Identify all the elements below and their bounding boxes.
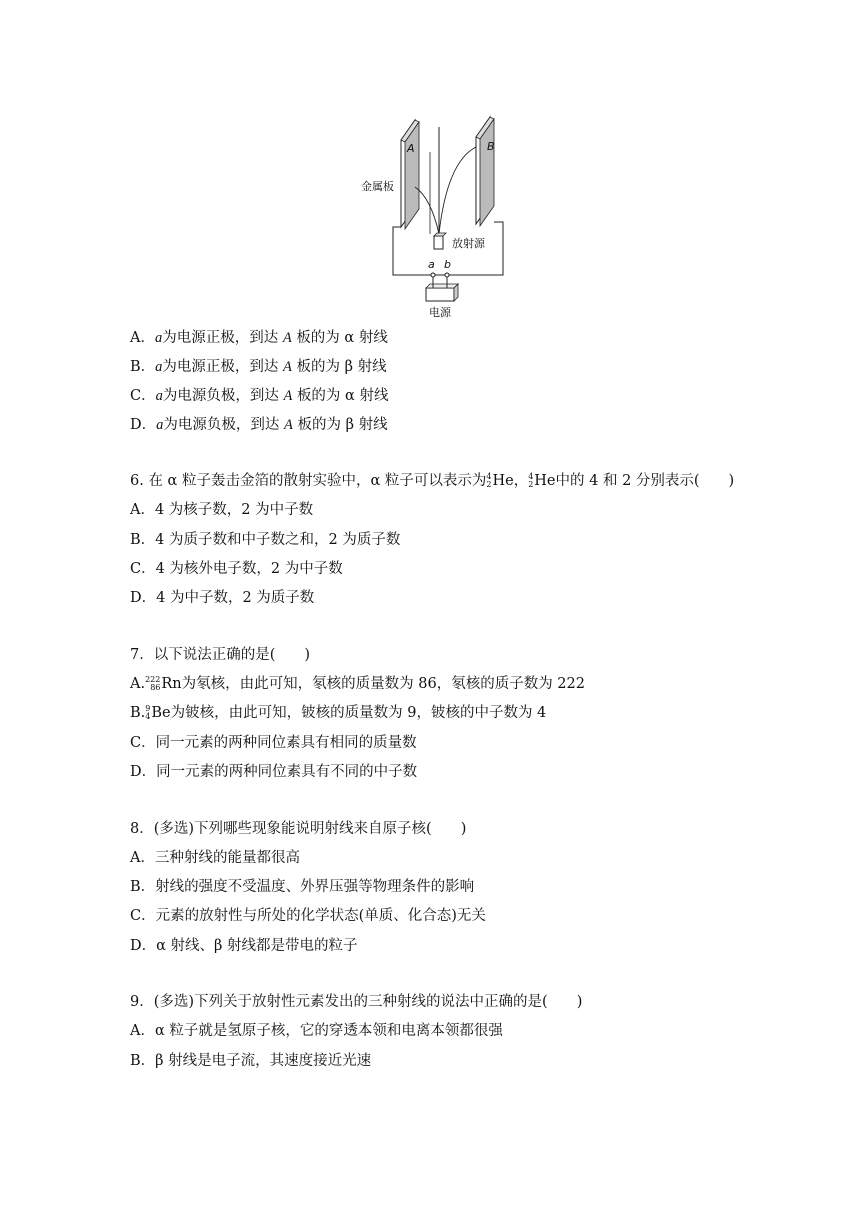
q8-stem: 8．(多选)下列哪些现象能说明射线来自原子核( ) <box>130 821 467 837</box>
q8-option-b: B．射线的强度不受温度、外界压强等物理条件的影响 <box>130 879 475 895</box>
apparatus-figure <box>355 112 515 322</box>
power-supply-shape <box>426 288 454 301</box>
q6-option-d: D．4 为中子数，2 为质子数 <box>130 590 315 606</box>
q8-option-a: A．三种射线的能量都很高 <box>130 850 300 866</box>
q5-option-b: B．a为电源正极，到达 A 板的为 β 射线 <box>130 359 387 375</box>
nuclide-rn: 222 86 Rn <box>145 675 182 692</box>
q6-option-b: B．4 为质子数和中子数之和，2 为质子数 <box>130 532 401 548</box>
q9-option-a: A．α 粒子就是氢原子核，它的穿透本领和电离本领都很强 <box>130 1023 503 1039</box>
plate-b-label: B <box>487 140 495 153</box>
q6-stem: 6. 在 α 粒子轰击金箔的散射实验中，α 粒子可以表示为 4 2 He， 4 2 He中的 4 和 2 分别表示( ) <box>130 472 735 489</box>
q5-option-a: A．a为电源正极，到达 A 板的为 α 射线 <box>130 330 388 346</box>
power-label: 电源 <box>429 306 451 319</box>
q9-stem: 9．(多选)下列关于放射性元素发出的三种射线的说法中正确的是( ) <box>130 994 583 1010</box>
q7-stem: 7．以下说法正确的是( ) <box>130 647 311 663</box>
source-label: 放射源 <box>452 237 485 250</box>
metal-plate-label: 金属板 <box>361 180 394 193</box>
q5-option-c: C．a为电源负极，到达 A 板的为 α 射线 <box>130 388 389 404</box>
plate-a-label: A <box>407 142 415 155</box>
q7-option-b: B. 9 4 Be为铍核，由此可知，铍核的质量数为 9，铍核的中子数为 4 <box>130 704 547 721</box>
q6-option-a: A．4 为核子数，2 为中子数 <box>130 502 314 518</box>
q5-option-d: D．a为电源负极，到达 A 板的为 β 射线 <box>130 417 388 433</box>
q6-option-c: C．4 为核外电子数，2 为中子数 <box>130 561 343 577</box>
q8-option-d: D．α 射线、β 射线都是带电的粒子 <box>130 938 358 954</box>
nuclide-he-2: 4 2 He <box>528 472 556 489</box>
q8-option-c: C．元素的放射性与所处的化学状态(单质、化合态)无关 <box>130 908 486 924</box>
q7-option-c: C．同一元素的两种同位素具有相同的质量数 <box>130 735 417 751</box>
terminal-b-label: b <box>444 258 451 271</box>
source-shape <box>434 236 443 249</box>
terminal-a-label: a <box>428 258 435 271</box>
q9-option-b: B．β 射线是电子流，其速度接近光速 <box>130 1053 372 1069</box>
q7-option-d: D．同一元素的两种同位素具有不同的中子数 <box>130 764 418 780</box>
nuclide-be: 9 4 Be <box>145 704 171 721</box>
nuclide-he-1: 4 2 He <box>486 472 514 489</box>
q7-option-a: A. 222 86 Rn为氡核，由此可知，氡核的质量数为 86，氡核的质子数为 222 <box>130 675 585 692</box>
